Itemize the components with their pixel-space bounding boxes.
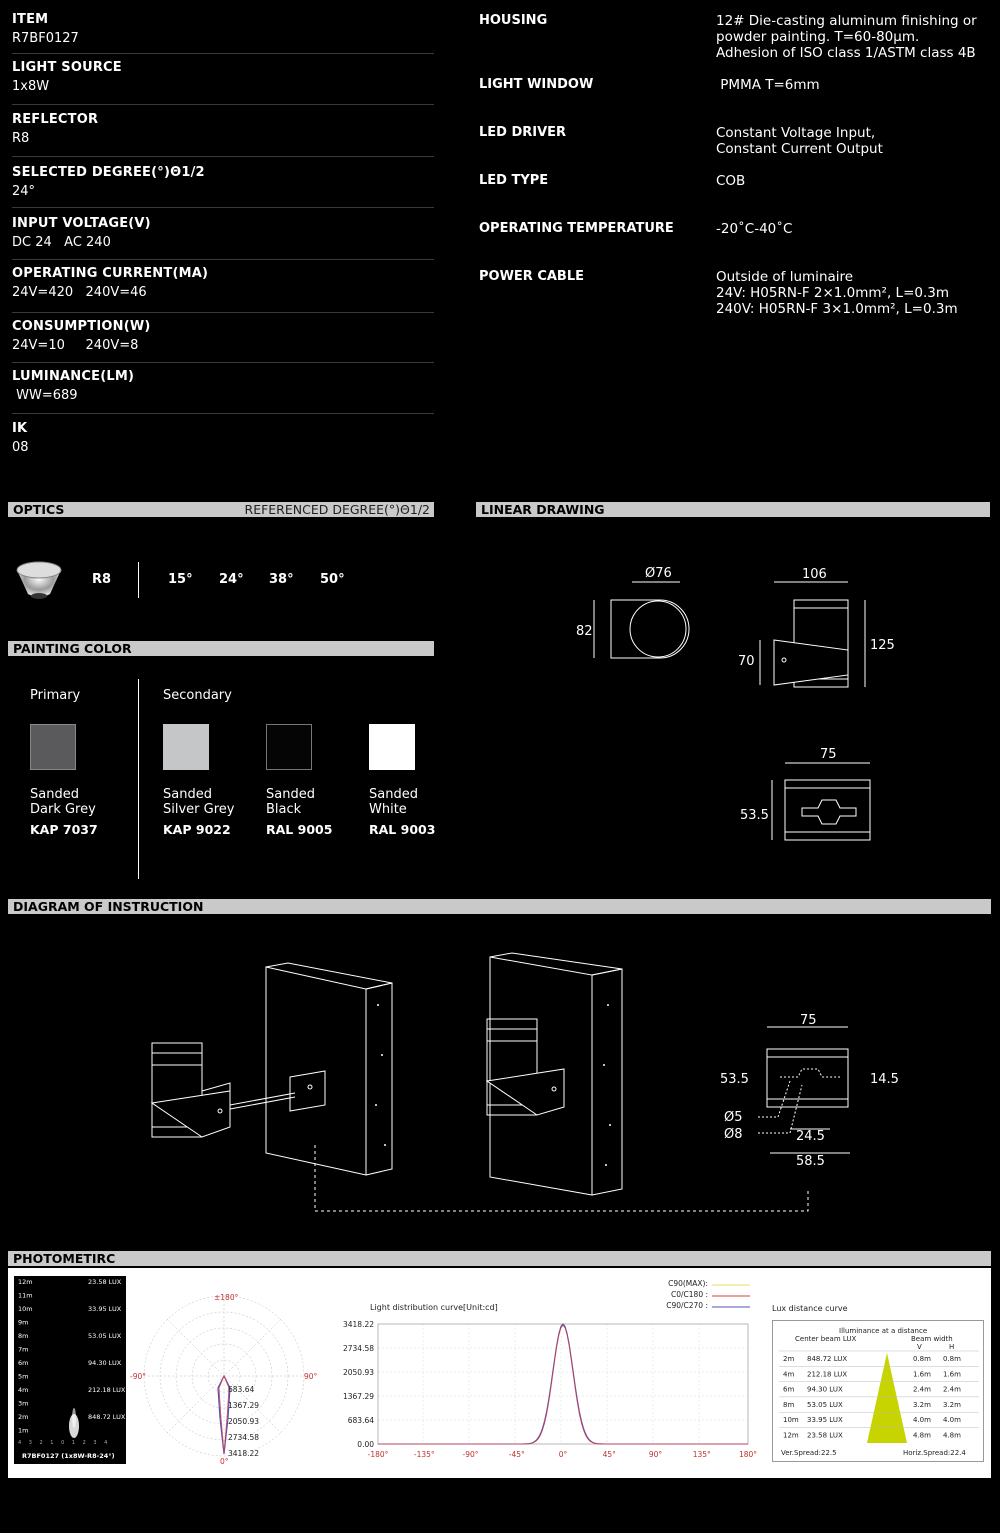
lux-head: Beam width — [911, 1335, 953, 1343]
spec-value: R8 — [12, 131, 30, 146]
color-code: KAP 9022 — [163, 822, 231, 837]
operating-temperature-label: OPERATING TEMPERATURE — [479, 221, 674, 236]
distance-lux: 33.95 LUX — [88, 1305, 122, 1313]
photometric-panel — [8, 1268, 991, 1478]
lux-row-lux: 53.05 LUX — [807, 1400, 843, 1409]
spec-label: INPUT VOLTAGE(V) — [12, 216, 151, 231]
spec-label: CONSUMPTION(W) — [12, 319, 151, 334]
light-distribution-chart — [330, 1314, 760, 1464]
curve-x-tick: -135° — [413, 1450, 435, 1459]
lux-row-lux: 23.58 LUX — [807, 1431, 843, 1440]
curve-y-tick: 683.64 — [347, 1416, 374, 1425]
instruction-title: DIAGRAM OF INSTRUCTION — [13, 899, 204, 914]
spec-value: 24° — [12, 184, 36, 199]
lux-row-v: 4.0m — [913, 1416, 931, 1425]
spec-luminance — [12, 369, 434, 414]
spec-label: LUMINANCE(LM) — [12, 369, 135, 384]
operating-temperature-value: -20˚C-40˚C — [716, 221, 793, 237]
led-driver-label: LED DRIVER — [479, 125, 567, 140]
spec-label: IK — [12, 421, 28, 436]
curve-y-tick: 2050.93 — [342, 1368, 374, 1377]
color-code: KAP 7037 — [30, 822, 98, 837]
dim-53-5: 53.5 — [740, 808, 769, 823]
color-code: RAL 9003 — [369, 822, 436, 837]
lux-row-v: 0.8m — [913, 1355, 931, 1363]
housing-value: 12# Die-casting aluminum finishing or powder painting. T=60-80μm. Adhesion of ISO class 1/ASTM class 4B — [716, 13, 977, 61]
lux-row-meter: 6m — [783, 1385, 795, 1394]
legend-item: C90(MAX): — [668, 1279, 708, 1288]
optics-reflector: R8 — [92, 572, 112, 587]
spec-value: 1x8W — [12, 79, 50, 94]
spec-value: 08 — [12, 440, 29, 455]
led-driver-value: Constant Voltage Input, Constant Current Output — [716, 125, 883, 157]
spec-operating-current — [12, 266, 434, 313]
spec-input-voltage — [12, 216, 434, 260]
curve-x-tick: -45° — [508, 1450, 525, 1459]
lux-table — [772, 1320, 984, 1462]
color-name: Sanded White — [369, 787, 418, 817]
lux-head: Illuminance at a distance — [839, 1327, 928, 1335]
distance-meter: 5m — [18, 1372, 29, 1381]
light-window-label: LIGHT WINDOW — [479, 77, 594, 92]
curve-x-tick: -90° — [462, 1450, 479, 1459]
reflector-icon — [14, 556, 64, 606]
curve-x-tick: 180° — [738, 1450, 758, 1459]
lux-row-h: 3.2m — [943, 1400, 961, 1409]
spec-consumption — [12, 319, 434, 363]
optics-subtitle: REFERENCED DEGREE(°)Θ1/2 — [244, 502, 430, 517]
dim-106: 106 — [802, 567, 827, 582]
curve-c0-c180 — [378, 1325, 748, 1444]
dim-diameter-5: Ø5 — [724, 1110, 743, 1125]
optics-degree-15: 15° — [168, 572, 193, 587]
distance-meter: 12m — [18, 1278, 33, 1286]
lux-row-v: 3.2m — [913, 1400, 931, 1409]
optics-divider — [138, 562, 139, 598]
spec-label: ITEM — [12, 12, 49, 27]
color-swatch-silver-grey — [163, 724, 209, 770]
curve-y-tick: 0.00 — [357, 1440, 374, 1449]
lux-rows — [779, 1351, 979, 1447]
curve-x-tick: 0° — [558, 1450, 568, 1459]
lux-row-h: 1.6m — [943, 1370, 961, 1379]
dim-75: 75 — [820, 747, 837, 762]
distance-meter: 9m — [18, 1318, 29, 1327]
curve-x-tick: 45° — [602, 1450, 616, 1459]
curve-c90-c270 — [378, 1324, 748, 1444]
lux-row-lux: 94.30 LUX — [807, 1385, 843, 1394]
spec-light-source — [12, 60, 434, 105]
linear-drawing-header — [476, 502, 990, 517]
spec-value: DC 24 AC 240 — [12, 235, 111, 250]
lux-v-head: V — [917, 1343, 922, 1351]
lux-row-h: 2.4m — [943, 1385, 961, 1394]
dim-24-5: 24.5 — [796, 1129, 825, 1144]
dim-75: 75 — [800, 1013, 817, 1028]
distance-panel — [14, 1276, 126, 1464]
distance-meter: 3m — [18, 1399, 29, 1408]
lux-row-meter: 2m — [783, 1355, 795, 1363]
distance-meter: 7m — [18, 1345, 29, 1354]
spec-value: R7BF0127 — [12, 31, 79, 46]
polar-value: 683.64 — [228, 1385, 255, 1394]
light-window-value: PMMA T=6mm — [716, 77, 820, 93]
polar-bottom-label: 0° — [220, 1457, 229, 1466]
polar-left-label: -90° — [130, 1372, 146, 1381]
distance-meter: 6m — [18, 1359, 29, 1367]
dim-diameter-8: Ø8 — [724, 1127, 743, 1142]
dim-125: 125 — [870, 638, 895, 653]
painting-color-title: PAINTING COLOR — [13, 641, 132, 656]
distance-meter: 8m — [18, 1332, 29, 1340]
lux-row-meter: 8m — [783, 1400, 795, 1409]
secondary-label: Secondary — [163, 688, 232, 703]
hor-spread: Horiz.Spread:22.4 — [903, 1449, 966, 1457]
optics-degree-38: 38° — [269, 572, 294, 587]
polar-chart — [130, 1288, 318, 1468]
curve-x-tick: 135° — [692, 1450, 711, 1459]
spec-ik — [12, 421, 434, 461]
spec-label: OPERATING CURRENT(MA) — [12, 266, 209, 281]
distance-lux: 53.05 LUX — [88, 1332, 122, 1340]
legend-item: C90/C270 : — [666, 1301, 708, 1310]
dim-14-5: 14.5 — [870, 1072, 899, 1087]
spec-value: 24V=10 240V=8 — [12, 338, 139, 353]
polar-value: 1367.29 — [228, 1401, 260, 1410]
lux-row-h: 0.8m — [943, 1355, 961, 1363]
curve-x-tick: 90° — [648, 1450, 663, 1459]
led-type-value: COB — [716, 173, 746, 189]
lux-title: Lux distance curve — [772, 1304, 848, 1313]
curve-legend — [648, 1278, 708, 1311]
painting-color-header — [8, 641, 434, 656]
color-name: Sanded Dark Grey — [30, 787, 96, 817]
dim-70: 70 — [738, 654, 755, 669]
polar-top-label: ±180° — [214, 1293, 239, 1302]
lux-row-v: 1.6m — [913, 1370, 931, 1379]
distance-lux: 212.18 LUX — [88, 1386, 126, 1394]
dim-diameter-76: Ø76 — [645, 566, 672, 581]
primary-label: Primary — [30, 688, 81, 703]
distance-caption: R7BF0127 (1x8W-R8-24°) — [22, 1452, 115, 1460]
curve-title: Light distribution curve[Unit:cd] — [370, 1303, 498, 1312]
photometric-title: PHOTOMETIRC — [13, 1251, 116, 1266]
legend-item: C0/C180 : — [671, 1290, 708, 1299]
lux-h-head: H — [949, 1343, 955, 1351]
lux-row-v: 2.4m — [913, 1385, 931, 1394]
curve-x-tick: -180° — [367, 1450, 389, 1459]
polar-value: 2050.93 — [228, 1417, 260, 1426]
color-swatch-black — [266, 724, 312, 770]
dim-58-5: 58.5 — [796, 1154, 825, 1169]
lux-row-meter: 12m — [783, 1431, 799, 1440]
linear-drawing — [560, 560, 900, 850]
curve-y-tick: 3418.22 — [342, 1320, 374, 1329]
distance-lux: 94.30 LUX — [88, 1359, 122, 1367]
color-code: RAL 9005 — [266, 822, 333, 837]
lux-row-h: 4.0m — [943, 1416, 961, 1425]
optics-degree-50: 50° — [320, 572, 345, 587]
lux-head: Center beam LUX — [795, 1335, 857, 1343]
distance-meter: 4m — [18, 1386, 29, 1394]
distance-meter: 11m — [18, 1291, 33, 1300]
housing-label: HOUSING — [479, 13, 548, 28]
color-swatch-white — [369, 724, 415, 770]
distance-meter: 10m — [18, 1305, 33, 1313]
spec-value: WW=689 — [12, 388, 78, 403]
optics-title: OPTICS — [13, 502, 65, 517]
distance-lux: 23.58 LUX — [88, 1278, 122, 1286]
lux-row-lux: 33.95 LUX — [807, 1416, 843, 1425]
spec-selected-degree — [12, 165, 434, 208]
distance-axis: 4 3 2 1 0 1 2 3 4 — [18, 1440, 111, 1446]
curve-y-tick: 1367.29 — [342, 1392, 374, 1401]
distance-meter: 1m — [18, 1426, 29, 1435]
distance-chart — [14, 1276, 126, 1464]
spec-item — [12, 12, 434, 54]
lux-row-lux: 848.72 LUX — [807, 1355, 848, 1363]
dim-82: 82 — [576, 624, 593, 639]
spec-label: LIGHT SOURCE — [12, 60, 122, 75]
distance-meter: 2m — [18, 1413, 29, 1421]
curve-y-tick: 2734.58 — [342, 1344, 374, 1353]
power-cable-label: POWER CABLE — [479, 269, 585, 284]
optics-header — [8, 502, 434, 517]
painting-divider — [138, 679, 139, 879]
legend-swatches — [710, 1278, 754, 1314]
led-type-label: LED TYPE — [479, 173, 549, 188]
spec-label: SELECTED DEGREE(°)Θ1/2 — [12, 165, 205, 180]
optics-degree-24: 24° — [219, 572, 244, 587]
lux-row-v: 4.8m — [913, 1431, 931, 1440]
instruction-header — [8, 899, 991, 914]
power-cable-value: Outside of luminaire 24V: H05RN-F 2×1.0mm², L=0.3m 240V: H05RN-F 3×1.0mm², L=0.3m — [716, 269, 958, 317]
instruction-diagram — [130, 945, 890, 1220]
dim-53-5: 53.5 — [720, 1072, 749, 1087]
lux-row-meter: 4m — [783, 1370, 795, 1379]
polar-value: 3418.22 — [228, 1449, 260, 1458]
polar-value: 2734.58 — [228, 1433, 260, 1442]
spec-reflector — [12, 112, 434, 157]
lux-row-h: 4.8m — [943, 1431, 961, 1440]
photometric-header — [8, 1251, 991, 1266]
color-name: Sanded Silver Grey — [163, 787, 235, 817]
color-swatch-dark-grey — [30, 724, 76, 770]
color-name: Sanded Black — [266, 787, 315, 817]
ver-spread: Ver.Spread:22.5 — [781, 1449, 837, 1457]
polar-right-label: 90° — [304, 1372, 318, 1381]
spec-label: REFLECTOR — [12, 112, 99, 127]
lux-row-lux: 212.18 LUX — [807, 1370, 848, 1379]
lux-row-meter: 10m — [783, 1416, 799, 1425]
linear-drawing-title: LINEAR DRAWING — [481, 502, 605, 517]
spec-value: 24V=420 240V=46 — [12, 285, 147, 300]
distance-lux: 848.72 LUX — [88, 1413, 126, 1421]
